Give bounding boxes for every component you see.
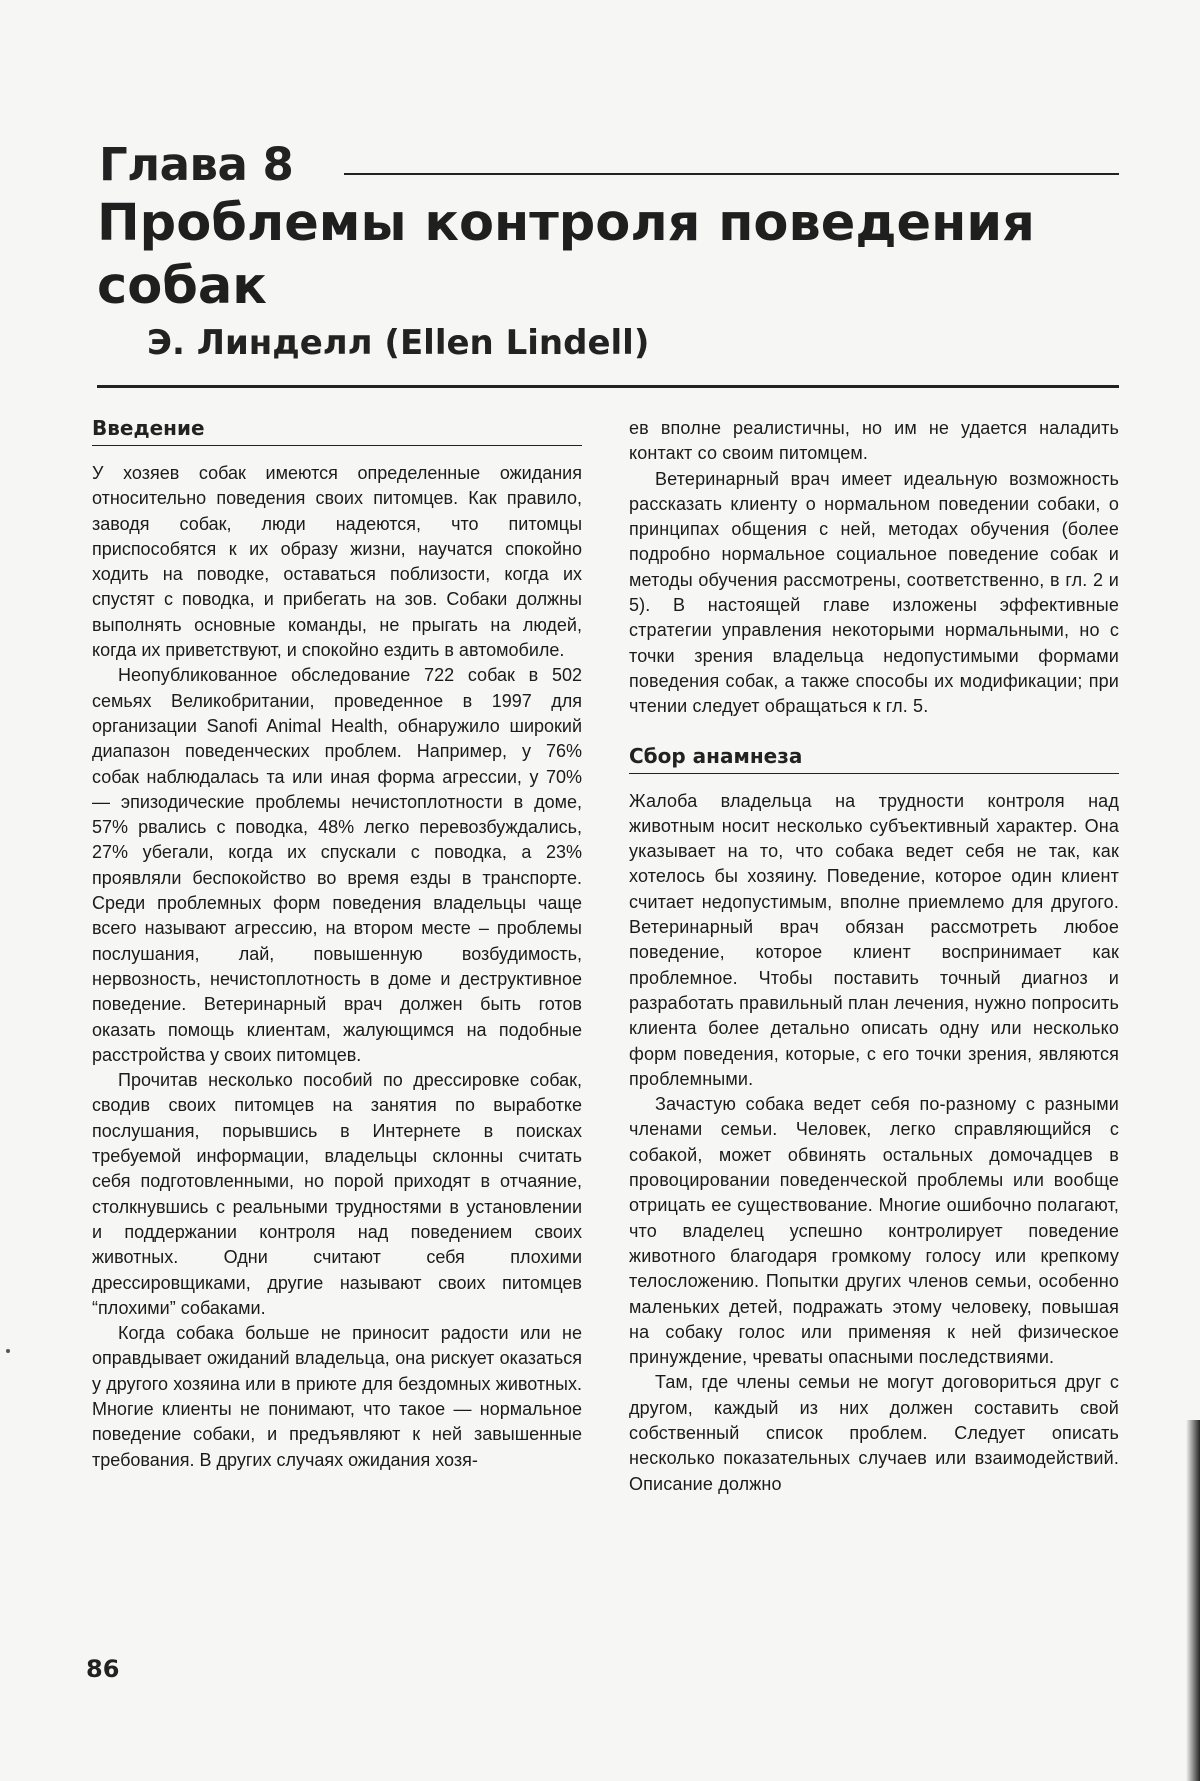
right-column xyxy=(629,416,1119,1497)
paragraph: У хозяев собак имеются определенные ожидания относительно поведения своих питомцев. Как правило, заводя собак, люди надеются, что питомцы приспособятся к их образу жизни, научатся спокойно ходить на поводке, оставаться поблизости, когда их спустят с поводка, и прибегать на зов. Собаки должны выполнять основные команды, не прыгать на людей, когда их приветствуют, и спокойно ездить в автомобиле. xyxy=(92,463,582,661)
chapter-header xyxy=(99,138,1119,192)
chapter-label: Глава 8 xyxy=(99,138,294,191)
header-divider xyxy=(97,385,1119,388)
paragraph: Там, где члены семьи не могут договориться друг с другом, каждый из них должен составить свой собственный список проблем. Следует описать несколько показательных случаев или взаимодействий. Описание должно xyxy=(629,1372,1119,1494)
section-heading-introduction: Введение xyxy=(92,416,582,446)
paragraph: Ветеринарный врач имеет идеальную возможность рассказать клиенту о нормальном поведении собаки, о принципах общения с ней, методах обучения (более подробно нормальное социальное поведение собак и методы обучения рассмотрены, соответственно, в гл. 2 и 5). В настоящей главе изложены эффективные стратегии управления некоторыми нормальными, но с точки зрения владельца недопустимыми формами поведения собак, а также способы их модификации; при чтении следует обращаться к гл. 5. xyxy=(629,468,1119,717)
section-heading-history: Сбор анамнеза xyxy=(629,744,1119,774)
left-column xyxy=(92,416,582,1473)
paragraph: Зачастую собака ведет себя по-разному с разными членами семьи. Человек, легко справляющийся с собакой, может обвинять остальных домочадцев в провоцировании поведенческой проблемы или вообще отрицать ее существование. Многие ошибочно полагают, что владелец успешно контролирует поведение животного благодаря громкому голосу или крепкому телосложению. Попытки других членов семьи, особенно маленьких детей, подражать этому человеку, повышая на собаку голос или применяя к ней физическое принуждение, чреваты опасными последствиями. xyxy=(629,1094,1119,1368)
chapter-title: Проблемы контроля поведения собак xyxy=(97,194,1035,316)
paragraph: Прочитав несколько пособий по дрессировке собак, сводив своих питомцев на занятия по выработке послушания, порывшись в Интернете в поисках требуемой информации, владельцы склонны считать себя подготовленными, но порой приходят в отчаяние, столкнувшись с реальными трудностями в установлении и поддержании контроля над поведением своих животных. Одни считают себя плохими дрессировщиками, другие называют своих питомцев “плохими” собаками. xyxy=(92,1070,582,1318)
author-line: Э. Линделл (Ellen Lindell) xyxy=(147,323,650,363)
paragraph: Жалоба владельца на трудности контроля над животным носит несколько субъективный характер. Она указывает на то, что собака ведет себя не так, как хотелось бы хозяину. Поведение, которое один клиент считает недопустимым, вполне приемлемо для другого. Ветеринарный врач обязан рассмотреть любое поведение, которое клиент воспринимает как проблемное. Чтобы поставить точный диагноз и разработать правильный план лечения, нужно попросить клиента более детально описать одну или несколько форм поведения, которые, с его точки зрения, являются проблемными. xyxy=(629,790,1119,1089)
scan-edge-shadow xyxy=(1186,1420,1200,1781)
paragraph: ев вполне реалистичны, но им не удается наладить контакт со своим питомцем. xyxy=(629,418,1119,464)
chapter-rule xyxy=(344,173,1119,175)
paragraph: Неопубликованное обследование 722 собак в 502 семьях Великобритании, проведенное в 1997 для организации Sanofi Animal Health, обнаружило широкий диапазон поведенческих проблем. Например, у 76% собак наблюдалась та или иная форма агрессии, у 70% — эпизодические проблемы нечистоплотности в доме, 57% рвались с поводка, 48% легко перевозбуждались, 27% убегали, когда их спускали с поводка, а 23% проявляли беспокойство во время езды в транспорте. Среди проблемных форм поведения владельцы чаще всего называют агрессию, на втором месте – проблемы послушания, лай, повышенную возбудимость, нервозность, нечистоплотность в доме и деструктивное поведение. Ветеринарный врач должен быть готов оказать помощь клиентам, жалующимся на подобные расстройства у своих питомцев. xyxy=(92,665,582,1065)
paragraph: Когда собака больше не приносит радости или не оправдывает ожиданий владельца, она рискует оказаться у другого хозяина или в приюте для бездомных животных. Многие клиенты не понимают, что такое — нормальное поведение собаки, и предъявляют к ней завышенные требования. В других случаях ожидания хозя- xyxy=(92,1323,582,1470)
scan-speck xyxy=(6,1349,10,1353)
page-number: 86 xyxy=(86,1655,120,1683)
